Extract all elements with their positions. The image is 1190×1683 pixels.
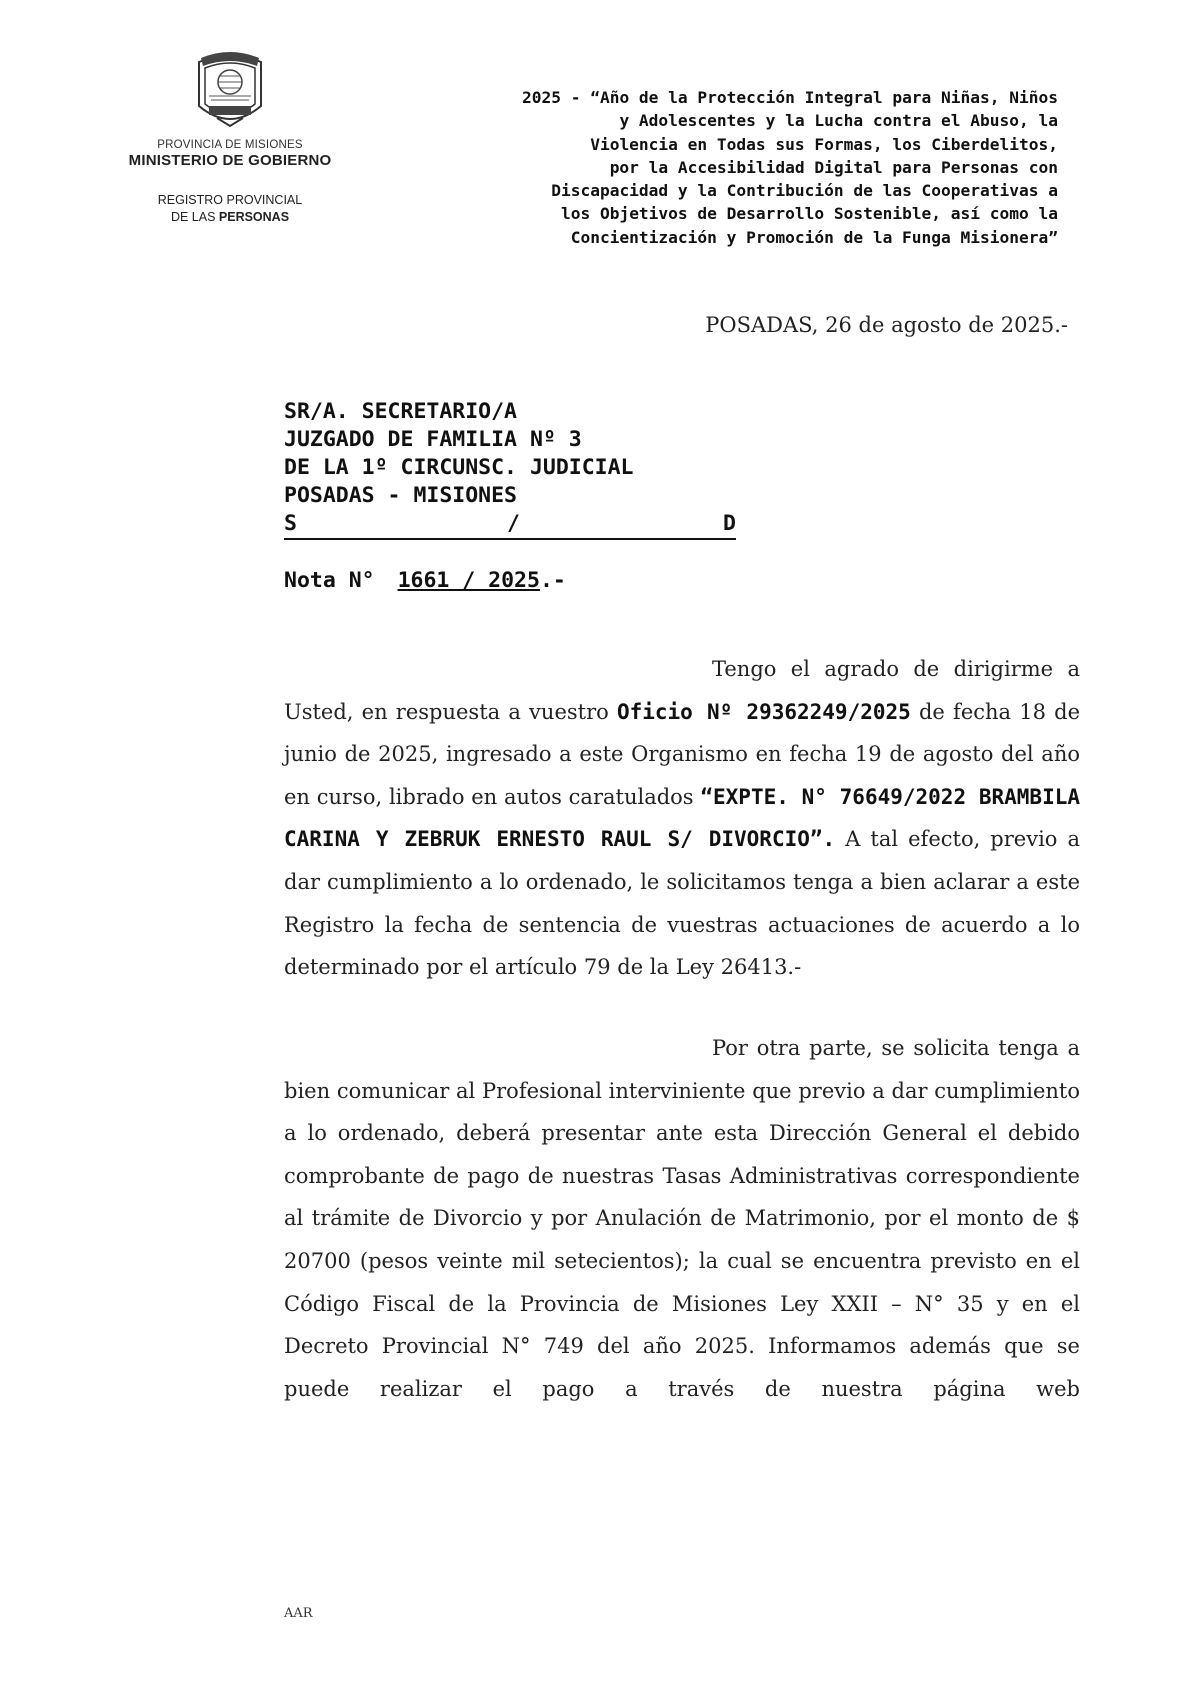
- registry-line-2: [110, 209, 350, 226]
- oficio-reference: Oficio Nº 29362249/2025: [616, 699, 911, 724]
- case-caption: “EXPTE. N° 76649/2022 BRAMBILA CARINA Y ZEBRUK ERNESTO RAUL S/ DIVORCIO”.: [284, 784, 1080, 852]
- motto-line: y Adolescentes y la Lucha contra el Abuso, la: [619, 111, 1058, 131]
- provincial-seal-icon: [187, 48, 273, 134]
- addressee-line: DE LA 1º CIRCUNSC. JUDICIAL: [284, 455, 634, 480]
- addressee-line: POSADAS - MISIONES: [284, 483, 517, 508]
- paragraph-2: [284, 1027, 1080, 1410]
- addressee-line: JUZGADO DE FAMILIA Nº 3: [284, 427, 582, 452]
- motto-line: Discapacidad y la Contribución de las Cooperativas a: [551, 181, 1058, 201]
- motto-line: por la Accesibilidad Digital para Personas con: [609, 157, 1058, 177]
- paragraph-2-text: Por otra parte, se solicita tenga a bien comunicar al Profesional interviniente que previo a dar cumplimiento a lo ordenado, deberá presentar ante esta Dirección General el debido comprobante de pago de nuestras Tasas Administrativas correspondiente al trámite de Divorcio y por Anulación de Matrimonio, por el monto de $ 20700 (pesos veinte mil setecientos); la cual se encuentra previsto en el Código Fiscal de la Provincia de Misiones Ley XXII – N° 35 y en el Decreto Provincial N° 749 del año 2025. Informamos además que se puede realizar el pago a través de nuestra página web: [284, 1036, 1080, 1401]
- ministry-line: MINISTERIO DE GOBIERNO: [128, 152, 332, 169]
- note-number-value: 1661 / 2025: [397, 568, 540, 593]
- registry-line-2-bold: PERSONAS: [218, 210, 290, 224]
- header-logo-block: [110, 48, 350, 226]
- sd-line: [284, 510, 736, 540]
- paragraph-1-text-c: A tal efecto, previo a dar cumplimiento a lo ordenado, le solicitamos tenga a bien aclarar a este Registro la fecha de sentencia de vuestras actuaciones de acuerdo a lo determinado por el artículo 79 de la Ley 26413.-: [284, 827, 1080, 980]
- paragraph-1: [284, 648, 1080, 989]
- motto-line: 2025 - “Año de la Protección Integral para Niñas, Niños: [521, 88, 1058, 107]
- author-initials: AAR: [284, 1606, 313, 1621]
- motto-line: los Objetivos de Desarrollo Sostenible, así como la: [560, 204, 1058, 224]
- sd-slash: /: [507, 511, 520, 536]
- paragraph-1-text-a: Tengo el agrado de dirigirme a Usted, en respuesta a vuestro: [284, 657, 1080, 724]
- sd-d: D: [723, 511, 736, 536]
- addressee-line: SR/A. SECRETARIO/A: [284, 399, 517, 424]
- motto-line: Concientización y Promoción de la Funga Misionera”: [570, 227, 1058, 247]
- registry-line-2-prefix: DE LAS: [170, 210, 219, 224]
- note-number: [284, 568, 566, 593]
- motto-line: Violencia en Todas sus Formas, los Ciberdelitos,: [590, 134, 1058, 154]
- document-date: POSADAS, 26 de agosto de 2025.-: [705, 313, 1068, 337]
- addressee-block: [284, 398, 736, 540]
- note-label: Nota N°: [284, 568, 375, 593]
- province-line: PROVINCIA DE MISIONES: [157, 139, 303, 151]
- year-motto: [438, 86, 1058, 249]
- paragraph-1-text-b: de fecha 18 de junio de 2025, ingresado a este Organismo en fecha 19 de agosto del año en curso, librado en autos caratulados: [284, 699, 1081, 809]
- registry-line-1: REGISTRO PROVINCIAL: [157, 193, 303, 207]
- note-suffix: .-: [539, 568, 566, 593]
- sd-s: S: [284, 511, 297, 536]
